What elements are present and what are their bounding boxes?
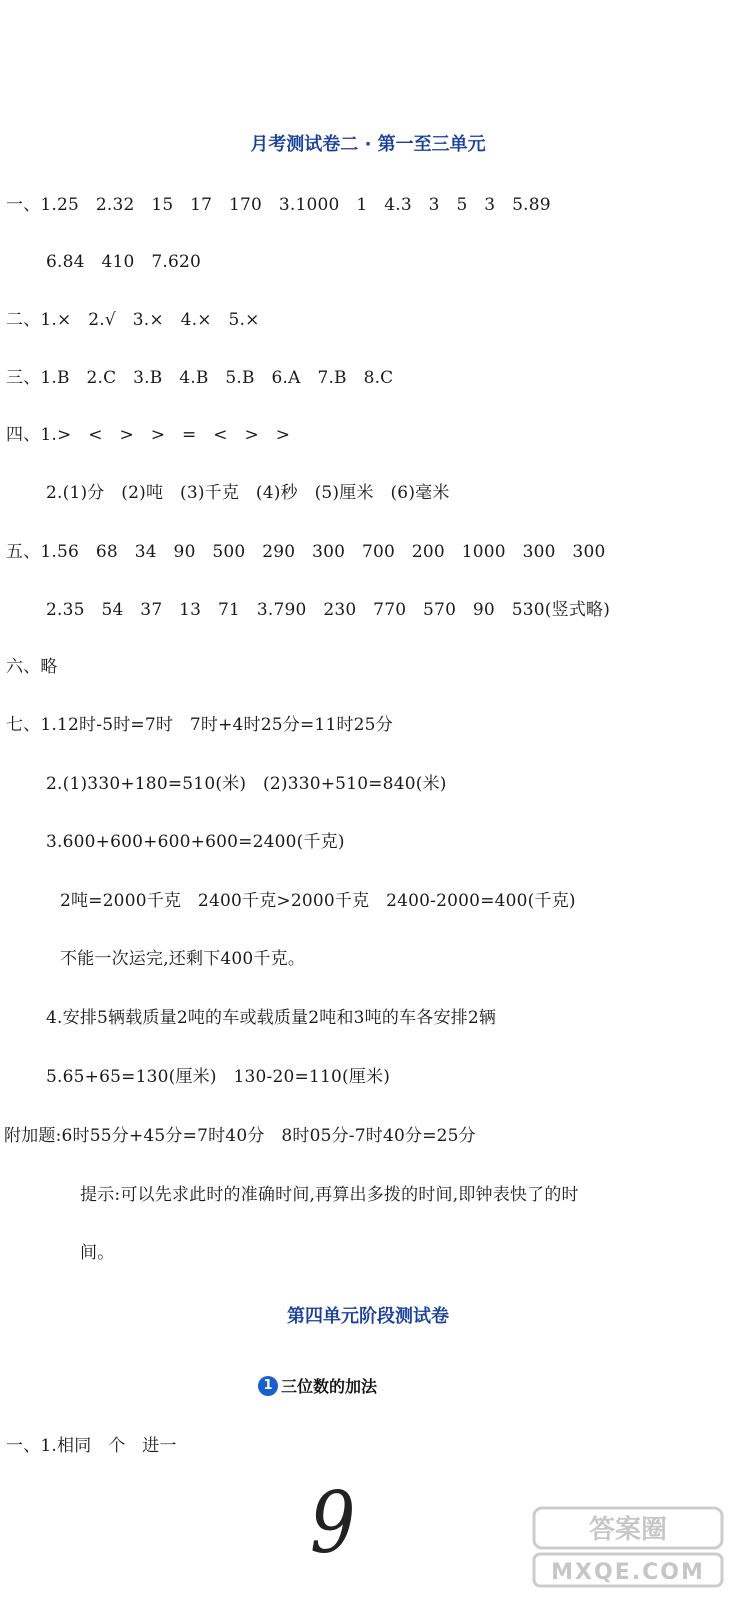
page-number: 9: [310, 1474, 356, 1572]
answer-line-7: 五、1.56 68 34 90 500 290 300 700 200 1000 300 300: [6, 542, 606, 562]
answer-line-12: 3.600+600+600+600=2400(千克): [46, 832, 345, 852]
answer-line-17: 附加题:6时55分+45分=7时40分 8时05分-7时40分=25分: [4, 1126, 476, 1146]
answer-line-9: 六、略: [6, 657, 58, 677]
subsection-title: 三位数的加法: [281, 1377, 378, 1396]
answer-line-18: 提示:可以先求此时的准确时间,再算出多拨的时间,即钟表快了的时: [80, 1185, 579, 1205]
answer-line-5: 四、1.> < > > = < > >: [6, 425, 291, 445]
number-badge: 1: [258, 1376, 278, 1396]
answer-line-8: 2.35 54 37 13 71 3.790 230 770 570 90 530(竖式略): [46, 600, 611, 620]
answer-line-20: 一、1.相同 个 进一: [6, 1436, 177, 1456]
answer-line-6: 2.(1)分 (2)吨 (3)千克 (4)秒 (5)厘米 (6)毫米: [46, 483, 450, 503]
answer-line-2: 6.84 410 7.620: [46, 252, 201, 272]
answer-line-15: 4.安排5辆载质量2吨的车或载质量2吨和3吨的车各安排2辆: [46, 1008, 497, 1028]
answer-line-1: 一、1.25 2.32 15 17 170 3.1000 1 4.3 3 5 3 5.89: [6, 195, 551, 215]
answer-line-11: 2.(1)330+180=510(米) (2)330+510=840(米): [46, 774, 447, 794]
answer-line-19: 间。: [80, 1243, 115, 1263]
answer-line-4: 三、1.B 2.C 3.B 4.B 5.B 6.A 7.B 8.C: [6, 368, 394, 388]
answer-line-16: 5.65+65=130(厘米) 130-20=110(厘米): [46, 1067, 391, 1087]
watermark-logo: [528, 1504, 728, 1590]
answer-line-3: 二、1.× 2.√ 3.× 4.× 5.×: [6, 310, 260, 330]
section-1-title: 月考测试卷二 · 第一至三单元: [250, 134, 486, 155]
subsection-heading: [258, 1374, 377, 1397]
section-2-title: 第四单元阶段测试卷: [287, 1306, 449, 1327]
svg-text:答案圈: 答案圈: [588, 1515, 668, 1545]
svg-text:MXQE.COM: MXQE.COM: [551, 1560, 705, 1585]
answer-line-14: 不能一次运完,还剩下400千克。: [60, 949, 306, 969]
answer-line-13: 2吨=2000千克 2400千克>2000千克 2400-2000=400(千克): [60, 891, 576, 911]
answer-line-10: 七、1.12时-5时=7时 7时+4时25分=11时25分: [6, 715, 393, 735]
